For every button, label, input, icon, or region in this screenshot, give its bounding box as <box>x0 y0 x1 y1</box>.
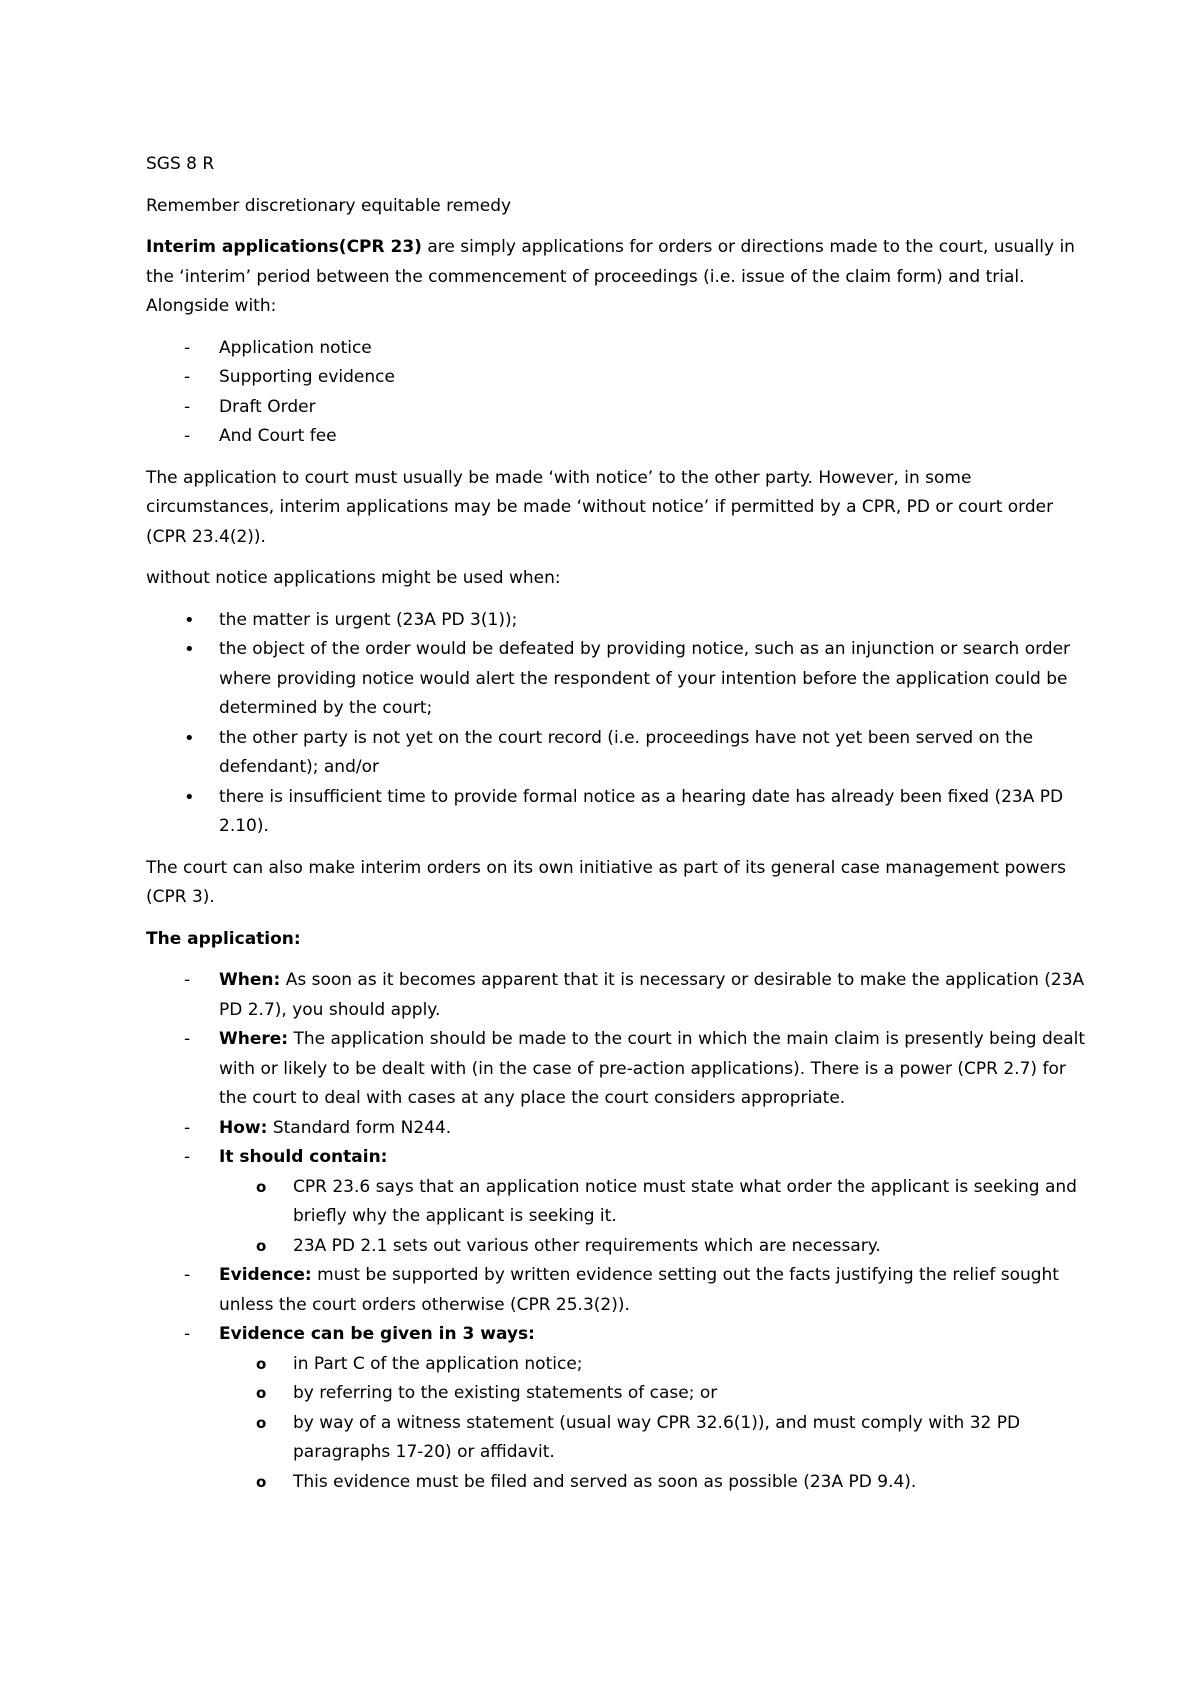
list-item: • the matter is urgent (23A PD 3(1)); <box>146 606 1086 636</box>
list-item: • there is insufficient time to provide formal notice as a hearing date has already been fixed (23A PD 2.10). <box>146 783 1086 842</box>
contain-sublist <box>219 1173 1086 1262</box>
list-item-ways: - Evidence can be given in 3 ways: o in Part C of the application notice; o by referring to the existing statements of case; or o by way of a witness statement (usual way CPR 32.6(1)), and must comply with 32 PD paragraphs 17-20) or affidavit. o This evidence must be filed and served as soon as possible (23A PD 9.4). <box>146 1320 1086 1497</box>
alongside-list <box>146 334 1086 452</box>
list-item: - Supporting evidence <box>146 363 1086 393</box>
list-item: • the object of the order would be defeated by providing notice, such as an injunction or search order where providing notice would alert the respondent of your intention before the application could be determined by the court; <box>146 635 1086 724</box>
intro-line: Remember discretionary equitable remedy <box>146 195 512 216</box>
sublist-item: o CPR 23.6 says that an application notice must state what order the applicant is seeking and briefly why the applicant is seeking it. <box>219 1173 1086 1232</box>
list-item: - Application notice <box>146 334 1086 364</box>
sublist-item: o 23A PD 2.1 sets out various other requirements which are necessary. <box>219 1232 1086 1262</box>
notice-paragraph: The application to court must usually be made ‘with notice’ to the other party. However, in some circumstances, interim applications may be made ‘without notice’ if permitted by a CPR, PD or court order (CPR 23.4(2)). <box>146 467 1054 547</box>
list-item-contain: - It should contain: o CPR 23.6 says that an application notice must state what order the applicant is seeking and briefly why the applicant is seeking it. o 23A PD 2.1 sets out various other requirements which are necessary. <box>146 1143 1086 1261</box>
ways-sublist <box>219 1350 1086 1498</box>
court-initiative-paragraph: The court can also make interim orders on its own initiative as part of its general case management powers (CPR 3). <box>146 857 1066 907</box>
sublist-item: o in Part C of the application notice; <box>219 1350 1086 1380</box>
interim-text: are simply applications for orders or directions made to the court, usually in the ‘interim’ period between the commencement of proceedings (i.e. issue of the claim form) and trial. Alongside with: <box>146 237 1075 316</box>
list-item: - And Court fee <box>146 422 1086 452</box>
without-notice-list <box>146 606 1086 842</box>
application-heading: The application: <box>146 928 301 949</box>
document-page <box>146 150 1086 1497</box>
list-item-where: - Where: The application should be made to the court in which the main claim is presently being dealt with or likely to be dealt with (in the case of pre-action applications). There is a power (CPR 2.7) for the court to deal with cases at any place the court considers appropriate. <box>146 1025 1086 1114</box>
sublist-item: o This evidence must be filed and served as soon as possible (23A PD 9.4). <box>219 1468 1086 1498</box>
sublist-item: o by referring to the existing statements of case; or <box>219 1379 1086 1409</box>
list-item: - Draft Order <box>146 393 1086 423</box>
interim-term: Interim applications(CPR 23) <box>146 237 422 257</box>
list-item-evidence: - Evidence: must be supported by written evidence setting out the facts justifying the relief sought unless the court orders otherwise (CPR 25.3(2)). <box>146 1261 1086 1320</box>
list-item-how: - How: Standard form N244. <box>146 1114 1086 1144</box>
without-notice-intro: without notice applications might be used when: <box>146 568 561 588</box>
interim-paragraph <box>146 233 1086 322</box>
sublist-item: o by way of a witness statement (usual way CPR 32.6(1)), and must comply with 32 PD paragraphs 17-20) or affidavit. <box>219 1409 1086 1468</box>
application-list <box>146 966 1086 1497</box>
list-item: • the other party is not yet on the court record (i.e. proceedings have not yet been served on the defendant); and/or <box>146 724 1086 783</box>
list-item-when: - When: As soon as it becomes apparent that it is necessary or desirable to make the application (23A PD 2.7), you should apply. <box>146 966 1086 1025</box>
doc-header: SGS 8 R <box>146 154 215 174</box>
